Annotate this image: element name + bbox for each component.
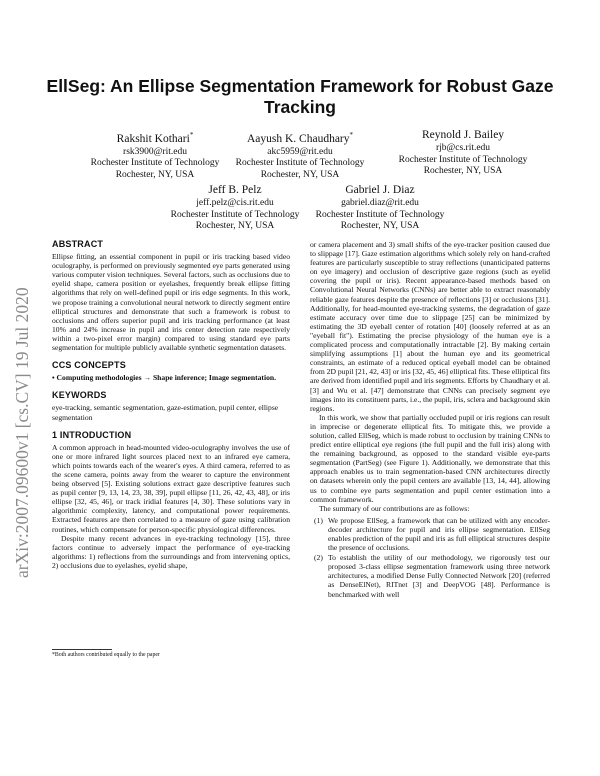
author-mark: *: [189, 131, 194, 139]
intro-heading: 1 INTRODUCTION: [52, 429, 132, 440]
footnote: *Both authors contributed equally to the paper: [52, 652, 160, 658]
author-location: Rochester, NY, USA: [340, 221, 420, 231]
right-column: [310, 240, 550, 599]
author-email: rjb@cs.rit.edu: [435, 143, 491, 153]
author-email: gabriel.diaz@rit.edu: [341, 198, 419, 208]
arxiv-stamp: [6, 200, 36, 580]
list-text: We propose EllSeg, a framework that can be utilized with any encoder-decoder architecture for pupil and iris ellipse segmentation. EllSeg enables prediction of the pupil and iris as full elliptical structures despite the presence of occlusions.: [328, 515, 550, 553]
body-paragraph: In this work, we show that partially occluded pupil or iris regions can result in imprecise or degenerate elliptical fits. To mitigate this, we provide a solution, called EllSeg, which is made robust to occlusion by training CNNs to predict entire elliptical eye regions (the full pupil and the full iris) along with the remaining background, as opposed to the standard visible eye-parts segmentation (PartSeg) (see Figure 1). Additionally, we demonstrate that this approach enables us to train segmentation-based CNN architectures directly on datasets wherein only the pupil centers are available [13, 14, 44], allowing us to combine eye parts segmentation and pupil center estimation into a common framework.: [310, 412, 550, 504]
abstract-heading: ABSTRACT: [52, 239, 104, 249]
intro-paragraph: A common approach in head-mounted video-oculography involves the use of one or more infrared light sources placed next to an infrared eye camera, which points towards each of the wearer's eyes. A third camera, referred to as the scene camera, points away from the wearer to capture the environment being observed [5]. Existing solutions extract gaze descriptive features such as pupil center [9, 13, 14, 23, 38, 39], pupil ellipse [11, 26, 42, 43, 48], or iris ellipse [32, 45, 46], or track iridial features [4, 30]. These solutions vary in algorithmic complexity, latency, and computational power requirements. Extracted features are then correlated to a measure of gaze using calibration routines, which compensate for person-specific physiological differences.: [52, 442, 290, 534]
author-email: jeff.pelz@cis.rit.edu: [196, 198, 274, 208]
author-block: [295, 183, 465, 233]
keywords-heading: KEYWORDS: [52, 390, 107, 401]
footnote-rule: [52, 649, 112, 650]
body-paragraph: The summary of our contributions are as follows:: [319, 503, 470, 513]
ccs-heading: CCS CONCEPTS: [52, 360, 126, 371]
abstract-text: Ellipse fitting, an essential component in pupil or iris tracking based video oculography, is performed on previously segmented eye parts generated using various computer vision techniques. Several factors, such as occlusions due to eyelid shape, camera position or eyelashes, frequently break ellipse fitting algorithms that rely on well-defined pupil or iris edge segments. In this work, we propose training a convolutional neural network to directly segment entire elliptical structures and demonstrate that such a framework is robust to occlusions and offers superior pupil and iris tracking performance (at least 10% and 24% increase in pupil and iris center detection rate respectively within a two-pixel error margin) compared to using standard eye parts segmentation for multiple publicly available synthetic segmentation datasets.: [52, 252, 290, 353]
list-item: [310, 516, 550, 552]
author-email: akc5959@rit.edu: [267, 146, 333, 157]
author-affiliation: Rochester Institute of Technology: [235, 158, 365, 169]
author-affiliation: Rochester Institute of Technology: [315, 209, 445, 220]
keywords-text: eye-tracking, semantic segmentation, gaze-estimation, pupil center, ellipse segmentation: [52, 403, 279, 422]
paper-title: EllSeg: An Ellipse Segmentation Framework for Robust Gaze Tracking: [46, 76, 554, 117]
author-location: Rochester, NY, USA: [423, 166, 503, 176]
author-mark: *: [349, 131, 354, 139]
list-number: (1): [314, 515, 323, 525]
author-location: Rochester, NY, USA: [195, 221, 275, 231]
author-block: [378, 128, 548, 178]
author-location: Rochester, NY, USA: [115, 169, 195, 180]
author-affiliation: Rochester Institute of Technology: [90, 158, 220, 169]
arxiv-id: arXiv:2007.09600v1 [cs.CV] 19 Jul 2020: [12, 287, 32, 578]
intro-paragraph: Despite many recent advances in eye-tracking technology [15], three factors continue to adversely impact the performance of eye-tracking algorithms: 1) reflections from the surroundings and from intervening optics, 2) occlusions due to eyelashes, eyelid shape,: [52, 533, 290, 570]
author-name: Gabriel J. Diaz: [345, 184, 415, 196]
left-column: [52, 240, 290, 570]
author-name: Rakshit Kothari: [116, 132, 190, 145]
author-email: rsk3900@rit.edu: [123, 146, 187, 157]
author-affiliation: Rochester Institute of Technology: [398, 154, 528, 165]
author-name: Reynold J. Bailey: [421, 129, 505, 141]
author-location: Rochester, NY, USA: [260, 169, 340, 180]
list-number: (2): [314, 553, 323, 563]
author-name: Jeff B. Pelz: [208, 184, 262, 196]
ccs-text: • Computing methodologies → Shape inference; Image segmentation.: [52, 373, 276, 383]
body-paragraph: or camera placement and 3) small shifts of the eye-tracker position caused due to slippage [17]. Gaze estimation algorithms which solely rely on hand-crafted features are particularly susceptible to stray reflections (unanticipated patterns on eye imagery) and occlusion of descriptive gaze regions (such as eyelid covering the pupil or iris). Recent appearance-based methods based on Convolutional Neural Networks (CNNs) are better able to extract reasonably reliable gaze features despite the presence of reflections [3] or occlusions [31]. Additionally, for head-mounted eye-tracking systems, the degradation of gaze estimate accuracy over time due to slippage [25] can be minimized by estimating the 3D eyeball center of rotation [40] (loosely referred at as an "eyeball fit"). Estimating the precise physiology of the human eye is a complicated process and computationally intractable [2]. By making certain simplifying assumptions [1] about the human eye and its geometrical constraints, an estimate of a reduced optical eyeball model can be obtained from 2D pupil [21, 42, 43] or iris [32, 45, 46] elliptical fits. These elliptical fits are derived from identified pupil and iris segments. Efforts by Chaudhary et al. [3] and Wu et al. [47] demonstrate that CNNs can precisely segment eye images into its constituent parts, i.e., the pupil, iris, sclera and background skin regions.: [310, 240, 551, 413]
author-affiliation: Rochester Institute of Technology: [170, 209, 300, 220]
list-item: [310, 553, 550, 598]
list-text: To establish the utility of our methodology, we rigorously test our proposed 3-class ellipse segmentation framework using three network architectures, a modified Dense Fully Connected Network [20] (referred as DenseElNet), RITnet [3] and DeepVOG [48]. Performance is benchmarked with well: [328, 553, 550, 599]
author-name: Aayush K. Chaudhary: [246, 132, 350, 145]
author-block: [215, 128, 385, 181]
